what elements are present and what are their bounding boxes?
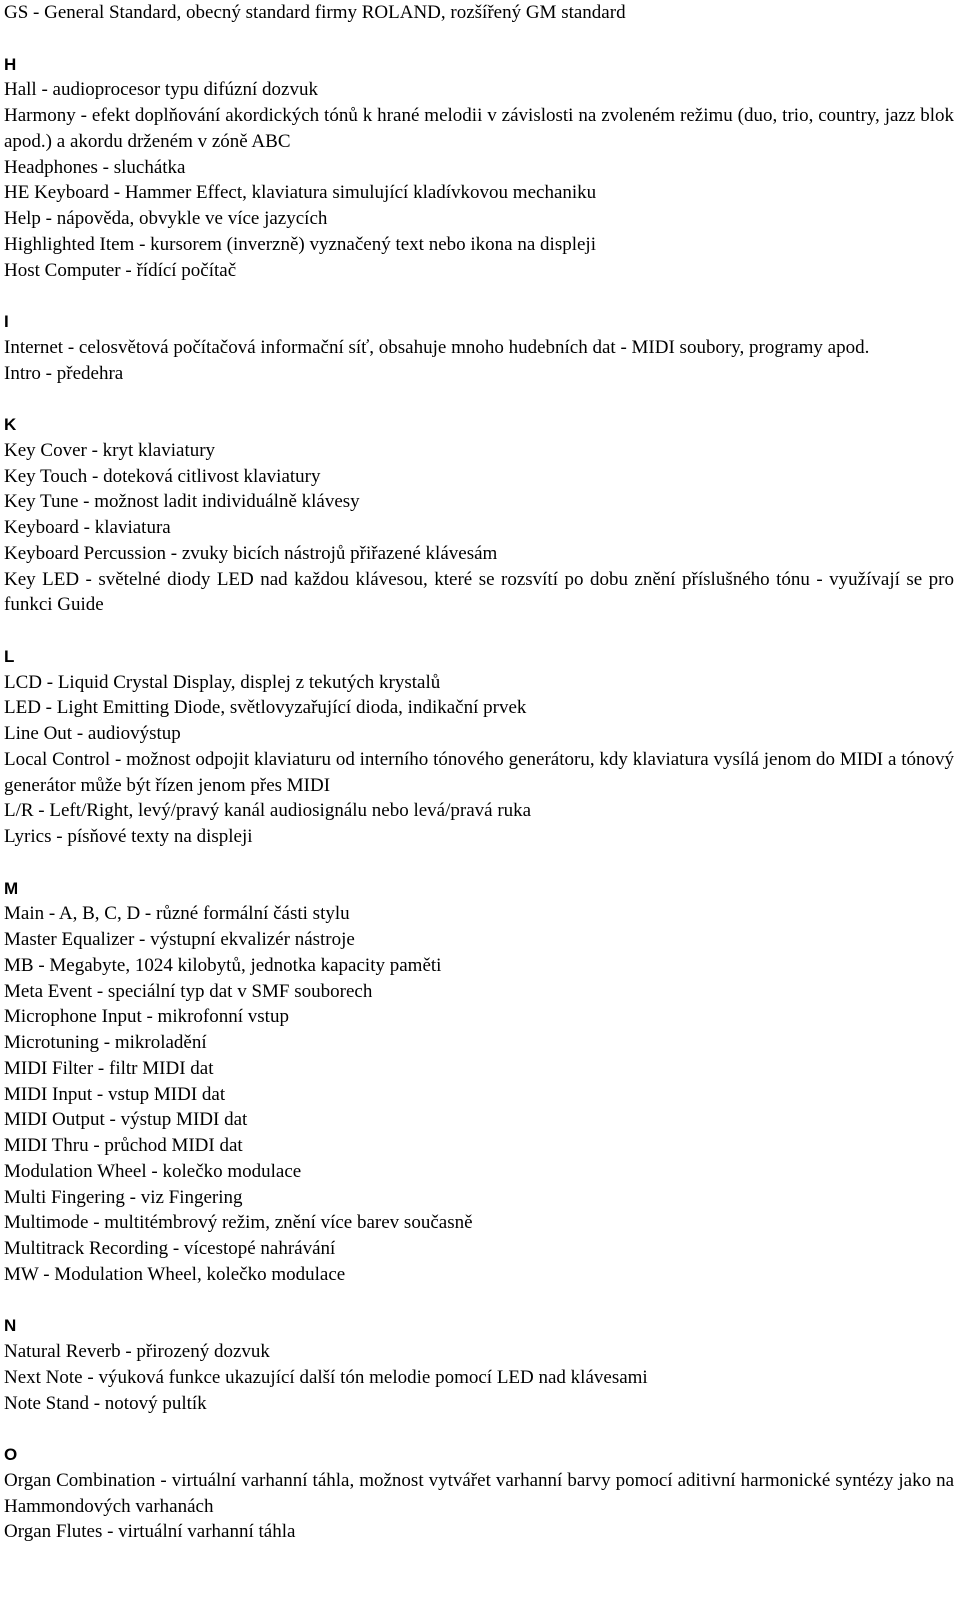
glossary-entry: Lyrics - písňové texty na displeji [4, 826, 253, 847]
glossary-entry: Line Out - audiovýstup [4, 723, 181, 744]
section-spacer [4, 283, 954, 309]
glossary-entry: MIDI Input - vstup MIDI dat [4, 1083, 226, 1105]
section-spacer [4, 618, 954, 644]
glossary-entry: Hall - audioprocesor typu difúzní dozvuk [4, 79, 318, 101]
glossary-entry: MB - Megabyte, 1024 kilobytů, jednotka kapacity paměti [4, 954, 442, 976]
glossary-entry: Multi Fingering - viz Fingering [4, 1186, 243, 1208]
section-letter-l: L [4, 646, 15, 666]
glossary-entry: Headphones - sluchátka [4, 156, 186, 178]
glossary-entry: Meta Event - speciální typ dat v SMF souborech [4, 980, 373, 1002]
glossary-entry: Help - nápověda, obvykle ve více jazycích [4, 208, 328, 229]
glossary-entry: Next Note - výuková funkce ukazující další tón melodie pomocí LED nad klávesami [4, 1366, 648, 1388]
glossary-entry: Key Touch - doteková citlivost klaviatury [4, 465, 321, 487]
section-letter-k: K [4, 415, 17, 434]
glossary-entry: Highlighted Item - kursorem (inverzně) vyznačený text nebo ikona na displeji [4, 233, 596, 255]
glossary-entry: Host Computer - řídící počítač [4, 259, 237, 281]
glossary-entry: Microphone Input - mikrofonní vstup [4, 1006, 289, 1028]
glossary-entry: LED - Light Emitting Diode, světlovyzařující dioda, indikační prvek [4, 697, 527, 719]
glossary-entry: Keyboard - klaviatura [4, 517, 171, 538]
glossary-entry: Key Tune - možnost ladit individuálně klávesy [4, 491, 360, 513]
section-letter-m: M [4, 878, 19, 898]
section-spacer [4, 850, 954, 876]
glossary-entry: MW - Modulation Wheel, kolečko modulace [4, 1263, 346, 1285]
glossary-entry: Modulation Wheel - kolečko modulace [4, 1160, 302, 1182]
glossary-entry: Multimode - multitémbrový režim, znění více barev současně [4, 1212, 473, 1234]
section-letter-o: O [4, 1445, 18, 1464]
glossary-entry: Natural Reverb - přirozený dozvuk [4, 1341, 270, 1362]
glossary-entry: L/R - Left/Right, levý/pravý kanál audiosignálu nebo levá/pravá ruka [4, 800, 532, 822]
glossary-entry: Organ Combination - virtuální varhanní táhla, možnost vytvářet varhanní barvy pomocí aditivní harmonické syntézy jako na Hammondových varhanách [4, 1469, 954, 1517]
glossary-entry: Keyboard Percussion - zvuky bicích nástrojů přiřazené klávesám [4, 542, 498, 564]
glossary-entry: Main - A, B, C, D - různé formální části stylu [4, 903, 350, 925]
glossary-entry: MIDI Output - výstup MIDI dat [4, 1109, 248, 1131]
section-letter-n: N [4, 1316, 17, 1336]
glossary-entry: GS - General Standard, obecný standard firmy ROLAND, rozšířený GM standard [4, 2, 626, 23]
glossary-entry: MIDI Filter - filtr MIDI dat [4, 1057, 214, 1079]
section-letter-h: H [4, 54, 17, 74]
glossary-entry: HE Keyboard - Hammer Effect, klaviatura simulující kladívkovou mechaniku [4, 182, 597, 204]
section-spacer [4, 26, 954, 52]
glossary-entry: Harmony - efekt doplňování akordických tónů k hrané melodii v závislosti na zvoleném režimu (duo, trio, country, jazz blok apod.) a akordu drženém v zóně ABC [4, 105, 954, 152]
glossary-entry: Master Equalizer - výstupní ekvalizér nástroje [4, 929, 355, 950]
section-spacer [4, 1416, 954, 1442]
glossary-entry: Microtuning - mikroladění [4, 1032, 207, 1053]
glossary-entry: LCD - Liquid Crystal Display, displej z tekutých krystalů [4, 671, 441, 693]
section-spacer [4, 386, 954, 412]
glossary-entry: Key Cover - kryt klaviatury [4, 439, 216, 461]
glossary-entry: MIDI Thru - průchod MIDI dat [4, 1135, 243, 1156]
glossary-entry: Key LED - světelné diody LED nad každou klávesou, které se rozsvítí po dobu znění příslušného tónu - využívají se pro funkci Guide [4, 568, 954, 616]
glossary-entry: Multitrack Recording - vícestopé nahrávání [4, 1238, 336, 1259]
glossary-document [4, 0, 954, 1545]
glossary-entry: Note Stand - notový pultík [4, 1392, 207, 1414]
glossary-entry: Local Control - možnost odpojit klaviaturu od interního tónového generátoru, kdy klaviatura vysílá jenom do MIDI a tónový generátor může být řízen jenom přes MIDI [4, 748, 954, 796]
glossary-entry: Intro - předehra [4, 362, 124, 384]
glossary-entry: Organ Flutes - virtuální varhanní táhla [4, 1521, 296, 1543]
section-spacer [4, 1288, 954, 1314]
section-letter-i: I [4, 312, 9, 331]
glossary-entry: Internet - celosvětová počítačová informační síť, obsahuje mnoho hudebních dat - MIDI soubory, programy apod. [4, 336, 870, 358]
